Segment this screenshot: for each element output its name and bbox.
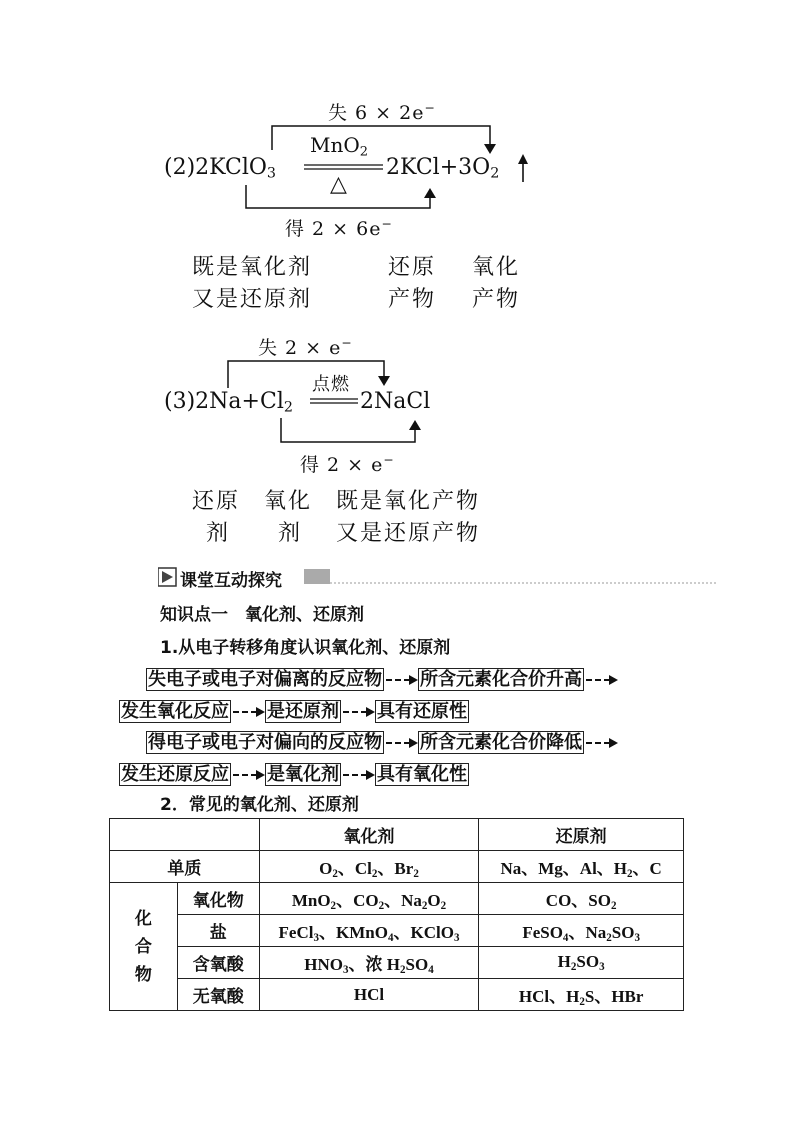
section-title: 课堂互动探究 (180, 571, 282, 591)
oxidizer-cell: FeCl$_3$、KMnO$_4$、KClO$_3$ (259, 915, 479, 947)
table-row (110, 979, 684, 1011)
dashed-arrow-icon (384, 673, 418, 687)
header-oxidizer: 氧化剂 (259, 819, 479, 851)
eq2-equation-left: (2)2KClO$_3$ (164, 155, 277, 182)
eq2-role-oxidation-product: 氧化 产物 (472, 255, 521, 312)
eq3-role-oxidizer: 氧化 剂 (264, 489, 313, 546)
table-row (110, 851, 684, 883)
dashed-arrow-icon (231, 768, 265, 782)
eq3-equation-right: 2NaCl (360, 389, 431, 414)
row-label: 盐 (177, 915, 259, 947)
reducer-cell: $H_2SO_3$ (479, 947, 684, 979)
flow1-box-5: 具有还原性 (377, 701, 467, 722)
table-row (110, 947, 684, 979)
row-label: 无氧酸 (177, 979, 259, 1011)
flow2-box-2: 所含元素化合价降低 (420, 732, 582, 753)
eq3-equation-left: $(3)2Na+Cl_2$ (164, 389, 293, 416)
eq2-loss-bracket (272, 126, 490, 150)
play-icon (162, 571, 173, 583)
gas-up-arrow-icon (518, 154, 528, 164)
dashed-arrow-icon (341, 705, 375, 719)
flow1-box-1: 失电子或电子对偏离的反应物 (148, 669, 382, 690)
eq2-heat-symbol: △ (330, 172, 347, 197)
flow1-box-3: 发生氧化反应 (121, 701, 229, 722)
eq2-electron-gain-label: 得 2 × 6e− (285, 217, 393, 240)
subheading-2: 2．常见的氧化剂、还原剂 (160, 795, 359, 815)
oxidizer-cell: $O_2$、$Cl_2$、$Br_2$ (259, 851, 479, 883)
oxidizer-cell: $HNO_3$、浓 $H_2SO_4$ (259, 947, 479, 979)
flow2-line1 (146, 728, 618, 754)
eq3-condition: 点燃 (312, 374, 350, 395)
reducer-cell: FeSO$_4$、$Na_2SO_3$ (479, 915, 684, 947)
eq3-loss-arrowhead (378, 376, 390, 386)
table-corner-cell (110, 819, 260, 851)
dashed-arrow-icon (584, 736, 618, 750)
eq2-role-reduction-product: 还原 产物 (388, 255, 437, 312)
eq2-gain-arrowhead (424, 188, 436, 198)
table-row (110, 915, 684, 947)
eq3-role-product: 既是氧化产物 又是还原产物 (336, 489, 481, 546)
compound-group-label: 化 合 物 (110, 883, 178, 1011)
eq2-equation-right: $2KCl+3O_2$ (386, 155, 500, 182)
flow2-box-5: 具有氧化性 (377, 764, 467, 785)
eq3-gain-bracket (281, 418, 415, 442)
dashed-arrow-icon (341, 768, 375, 782)
agents-table (109, 818, 684, 1011)
dashed-arrow-icon (384, 736, 418, 750)
table-row (110, 883, 684, 915)
header-reducer: 还原剂 (479, 819, 684, 851)
dashed-arrow-icon (231, 705, 265, 719)
eq3-electron-loss-label: 失 2 × e− (258, 336, 353, 359)
flow1-line1 (146, 665, 618, 691)
flow1-line2 (119, 697, 469, 723)
eq3-loss-bracket (228, 361, 384, 388)
eq3-role-reducer: 还原 剂 (192, 489, 241, 546)
flow2-box-4: 是氧化剂 (267, 764, 339, 785)
section-banner (158, 566, 716, 591)
eq2-role-reactant: 既是氧化剂 又是还原剂 (192, 255, 313, 312)
knowledge-point-title: 知识点一 氧化剂、还原剂 (160, 605, 364, 625)
eq2-catalyst: MnO$_2$ (310, 133, 369, 160)
oxidizer-cell: MnO$_2$、$CO_2$、$Na_2O_2$ (259, 883, 479, 915)
table-header-row (110, 819, 684, 851)
row-label: 含氧酸 (177, 947, 259, 979)
oxidizer-cell: HCl (259, 979, 479, 1011)
eq3-electron-gain-label: 得 2 × e− (300, 453, 395, 476)
eq2-electron-loss-label: 失 6 × 2e− (328, 101, 436, 124)
flow2-box-3: 发生还原反应 (121, 764, 229, 785)
banner-gray-block (304, 569, 330, 584)
eq3-gain-arrowhead (409, 420, 421, 430)
flow2-line2 (119, 760, 469, 786)
reducer-cell: Na、Mg、Al、$H_2$、C (479, 851, 684, 883)
reducer-cell: CO、$SO_2$ (479, 883, 684, 915)
row-label: 氧化物 (177, 883, 259, 915)
reducer-cell: HCl、$H_2S$、HBr (479, 979, 684, 1011)
flow1-box-2: 所含元素化合价升高 (420, 669, 582, 690)
eq2-loss-arrowhead (484, 144, 496, 154)
flow2-box-1: 得电子或电子对偏向的反应物 (148, 732, 382, 753)
row-label: 单质 (110, 851, 260, 883)
dashed-arrow-icon (584, 673, 618, 687)
flow1-box-4: 是还原剂 (267, 701, 339, 722)
subheading-1: 1.从电子转移角度认识氧化剂、还原剂 (160, 638, 451, 658)
